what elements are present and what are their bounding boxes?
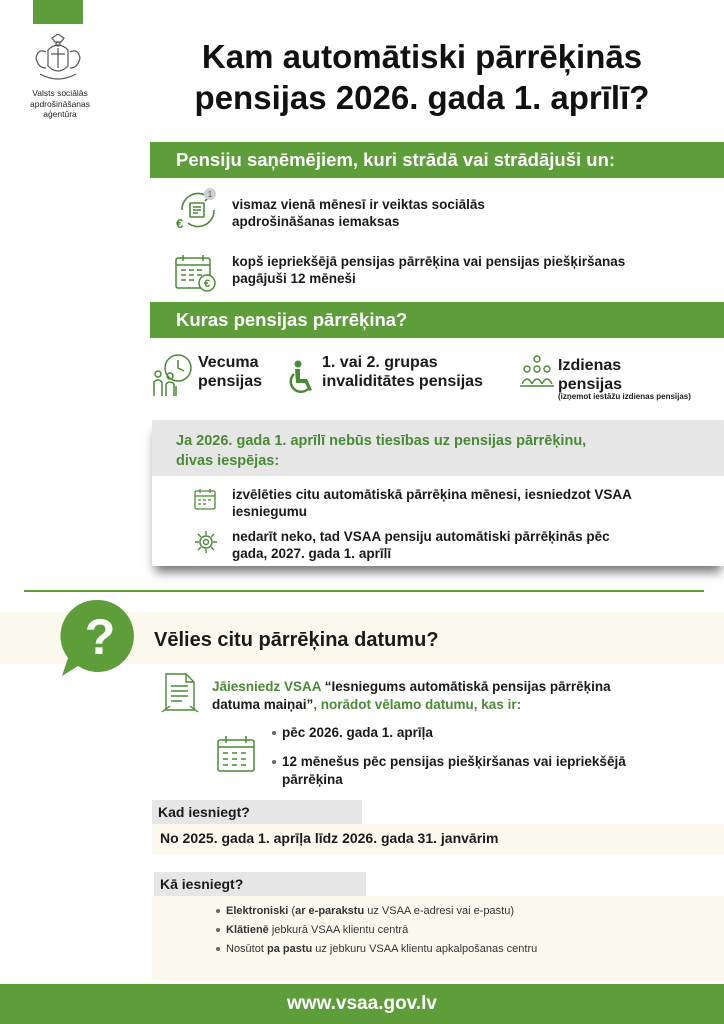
question-title: Vēlies citu pārrēķina datumu? xyxy=(154,629,439,651)
people-group-icon xyxy=(518,354,556,392)
how-item-electronic: Elektroniski (ar e-parakstu uz VSAA e-adresi vai e-pastu) xyxy=(216,902,716,921)
gear-icon xyxy=(194,530,218,554)
how-item-post: Nosūtot pa pastu uz jebkuru VSAA klientu apkalpošanas centru xyxy=(216,940,716,959)
page-title: Kam automātiski pārrēķinās pensijas 2026. gada 1. aprīlī? xyxy=(194,38,650,116)
section-heading-pension-types: Kuras pensijas pārrēķina? xyxy=(150,302,724,338)
pension-type-disability: 1. vai 2. grupas invaliditātes pensijas xyxy=(322,354,483,390)
wheelchair-icon xyxy=(286,360,316,396)
elderly-clock-icon xyxy=(148,352,194,398)
when-label: Kad iesniegt? xyxy=(152,800,362,824)
svg-text:1: 1 xyxy=(207,190,213,199)
calendar-grid-icon xyxy=(216,735,256,773)
recipients-condition-2: kopš iepriekšējā pensijas pārrēķina vai pensijas piešķiršanas pagājuši 12 mēneši xyxy=(232,254,626,286)
question-bubble-icon xyxy=(58,598,138,678)
pension-type-service: Izdienas pensijas xyxy=(558,357,623,393)
how-item-in-person: Klātienē jebkurā VSAA klientu centrā xyxy=(216,921,716,940)
document-form-icon xyxy=(160,672,200,716)
calendar-euro-icon xyxy=(174,253,218,293)
calendar-icon xyxy=(194,488,216,510)
top-accent-bar xyxy=(33,0,83,24)
how-list xyxy=(216,902,716,959)
svg-text:€: € xyxy=(176,216,184,231)
submit-instruction: Jāiesniedz VSAA “Iesniegums automātiskā pensijas pārrēķina datuma maiņai”, norādot vēlamo datumu, kas ir: xyxy=(212,679,611,712)
when-text: No 2025. gada 1. aprīļa līdz 2026. gada 31. janvārim xyxy=(160,830,499,846)
section-divider xyxy=(24,590,704,592)
pension-type-old-age: Vecuma pensijas xyxy=(198,354,263,390)
option-choose-month: izvēlēties citu automātiskā pārrēķina mēnesi, iesniedzot VSAA iesniegumu xyxy=(232,487,632,519)
option-do-nothing: nedarīt neko, tad VSAA pensiju automātiski pārrēķinās pēc gada, 2027. gada 1. aprīlī xyxy=(232,529,610,561)
date-option-1: pēc 2026. gada 1. aprīļa xyxy=(272,724,712,742)
coat-of-arms-logo xyxy=(30,34,86,84)
options-card-heading: Ja 2026. gada 1. aprīlī nebūs tiesības uz pensijas pārrēķinu, divas iespējas: xyxy=(152,420,724,476)
service-pension-note: (izņemot iestāžu izdienas pensijas) xyxy=(558,392,691,401)
agency-name: Valsts sociālās apdrošināšanas aģentūra xyxy=(29,88,90,119)
section-heading-recipients: Pensiju saņēmējiem, kuri strādā vai strādājuši un: xyxy=(150,142,724,178)
recipients-condition-1: vismaz vienā mēnesī ir veiktas sociālās apdrošināšanas iemaksas xyxy=(232,197,485,229)
svg-text:?: ? xyxy=(84,609,116,665)
footer-website-link[interactable]: www.vsaa.gov.lv xyxy=(0,984,724,1024)
svg-text:€: € xyxy=(203,278,211,290)
how-label: Kā iesniegt? xyxy=(154,872,366,896)
options-card xyxy=(152,420,724,566)
date-option-2: 12 mēnešus pēc pensijas piešķiršanas vai iepriekšējā pārrēķina xyxy=(272,753,712,789)
euro-cycle-icon xyxy=(174,186,222,234)
